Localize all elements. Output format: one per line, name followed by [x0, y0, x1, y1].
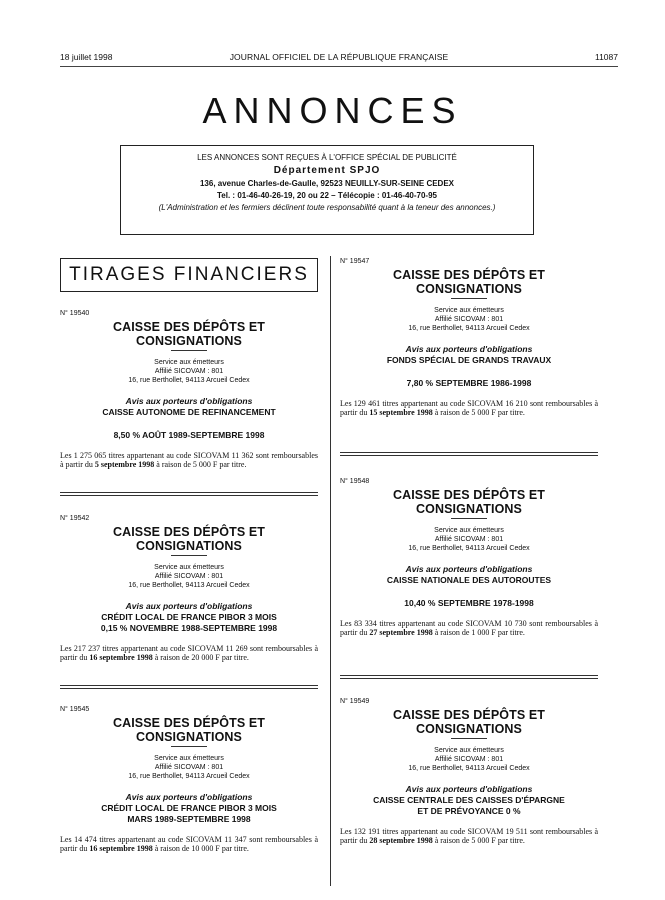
- affiliate-line: Affilié SICOVAM : 801: [154, 368, 224, 375]
- announcement-19549: [340, 698, 598, 845]
- issuer-line: CRÉDIT LOCAL DE FRANCE PIBOR 3 MOIS: [101, 803, 277, 813]
- announcement-number: N° 19545: [60, 706, 90, 713]
- affiliate-line: Affilié SICOVAM : 801: [434, 756, 504, 763]
- bond-line: 8,50 % AOÛT 1989-SEPTEMBRE 1998: [113, 430, 265, 440]
- address-line: 16, rue Berthollet, 94113 Arcueil Cedex: [408, 545, 530, 552]
- avis-line: Avis aux porteurs d'obligations: [125, 396, 253, 406]
- page-title: ANNONCES: [202, 90, 463, 131]
- avis-line: Avis aux porteurs d'obligations: [405, 564, 533, 574]
- avis-line: Avis aux porteurs d'obligations: [405, 784, 533, 794]
- header-page-number: 11087: [594, 52, 618, 62]
- small-rule: [451, 518, 487, 519]
- issuer-line: CAISSE CENTRALE DES CAISSES D'ÉPARGNE: [373, 795, 565, 805]
- header-rule: [60, 66, 618, 67]
- separator: [60, 685, 318, 689]
- announcement-org: CAISSE DES DÉPÔTS ET CONSIGNATIONS: [112, 716, 266, 744]
- affiliate-line: Affilié SICOVAM : 801: [154, 573, 224, 580]
- announcement-body: Les 1 275 065 titres appartenant au code SICOVAM 11 362 sont remboursables à partir du 5 septembre 1998 à raison de 5 000 F par titre.: [60, 451, 318, 469]
- info-phone: Tel. : 01-46-40-26-19, 20 ou 22 – Télécopie : 01-46-40-70-95: [217, 191, 437, 200]
- service-line: Service aux émetteurs: [154, 564, 224, 571]
- issuer-line-2: ET DE PRÉVOYANCE 0 %: [417, 806, 521, 816]
- info-address: 136, avenue Charles-de-Gaulle, 92523 NEUILLY-SUR-SEINE CEDEX: [199, 179, 455, 188]
- affiliate-line: Affilié SICOVAM : 801: [154, 764, 224, 771]
- address-line: 16, rue Berthollet, 94113 Arcueil Cedex: [408, 325, 530, 332]
- avis-line: Avis aux porteurs d'obligations: [405, 344, 533, 354]
- small-rule: [451, 738, 487, 739]
- bond-line: 0,15 % NOVEMBRE 1988-SEPTEMBRE 1998: [100, 623, 278, 633]
- separator: [340, 452, 598, 456]
- redemption-date: 27 septembre 1998: [369, 628, 433, 637]
- address-line: 16, rue Berthollet, 94113 Arcueil Cedex: [128, 582, 250, 589]
- page-header: [60, 52, 618, 66]
- service-line: Service aux émetteurs: [154, 359, 224, 366]
- announcement-body: Les 217 237 titres appartenant au code SICOVAM 11 269 sont remboursables à partir du 16 septembre 1998 à raison de 20 000 F par titre.: [60, 644, 318, 662]
- avis-line: Avis aux porteurs d'obligations: [125, 792, 253, 802]
- small-rule: [451, 298, 487, 299]
- service-line: Service aux émetteurs: [434, 307, 504, 314]
- redemption-date: 15 septembre 1998: [369, 408, 433, 417]
- small-rule: [171, 555, 207, 556]
- announcement-body: Les 132 191 titres appartenant au code SICOVAM 19 511 sont remboursables à partir du 28 septembre 1998 à raison de 5 000 F par titre.: [340, 827, 598, 845]
- info-box: [120, 145, 534, 235]
- announcement-19547: [340, 258, 598, 417]
- redemption-date: 5 septembre 1998: [94, 460, 155, 469]
- address-line: 16, rue Berthollet, 94113 Arcueil Cedex: [128, 377, 250, 384]
- announcement-org: CAISSE DES DÉPÔTS ET CONSIGNATIONS: [392, 488, 546, 516]
- announcement-19548: [340, 478, 598, 637]
- info-line1: LES ANNONCES SONT REÇUES À L'OFFICE SPÉCIAL DE PUBLICITÉ: [197, 153, 457, 162]
- service-line: Service aux émetteurs: [154, 755, 224, 762]
- issuer-line: CRÉDIT LOCAL DE FRANCE PIBOR 3 MOIS: [101, 612, 277, 622]
- issuer-line: FONDS SPÉCIAL DE GRANDS TRAVAUX: [386, 355, 552, 365]
- info-department: Département SPJO: [273, 165, 381, 176]
- header-journal: JOURNAL OFFICIEL DE LA RÉPUBLIQUE FRANÇAISE: [229, 52, 449, 62]
- separator: [60, 492, 318, 496]
- column-divider: [330, 256, 331, 886]
- announcement-org: CAISSE DES DÉPÔTS ET CONSIGNATIONS: [112, 320, 266, 348]
- announcement-org: CAISSE DES DÉPÔTS ET CONSIGNATIONS: [392, 268, 546, 296]
- issuer-line: CAISSE AUTONOME DE REFINANCEMENT: [102, 407, 276, 417]
- announcement-number: N° 19540: [60, 310, 90, 317]
- avis-line: Avis aux porteurs d'obligations: [125, 601, 253, 611]
- affiliate-line: Affilié SICOVAM : 801: [434, 536, 504, 543]
- service-line: Service aux émetteurs: [434, 527, 504, 534]
- section-title: TIRAGES FINANCIERS: [60, 258, 318, 292]
- small-rule: [171, 350, 207, 351]
- bond-line: 7,80 % SEPTEMBRE 1986-1998: [406, 378, 532, 388]
- announcement-19545: [60, 706, 318, 853]
- small-rule: [171, 746, 207, 747]
- address-line: 16, rue Berthollet, 94113 Arcueil Cedex: [128, 773, 250, 780]
- service-line: Service aux émetteurs: [434, 747, 504, 754]
- announcement-org: CAISSE DES DÉPÔTS ET CONSIGNATIONS: [392, 708, 546, 736]
- announcement-19540: [60, 310, 318, 469]
- announcement-body: Les 14 474 titres appartenant au code SICOVAM 11 347 sont remboursables à partir du 16 septembre 1998 à raison de 10 000 F par titre.: [60, 835, 318, 853]
- info-disclaimer: (L'Administration et les fermiers déclinent toute responsabilité quant à la teneur des annonces.): [158, 203, 496, 212]
- affiliate-line: Affilié SICOVAM : 801: [434, 316, 504, 323]
- bond-line: MARS 1989-SEPTEMBRE 1998: [127, 814, 251, 824]
- redemption-date: 28 septembre 1998: [369, 836, 433, 845]
- announcement-number: N° 19542: [60, 515, 90, 522]
- announcement-number: N° 19548: [340, 478, 370, 485]
- redemption-date: 16 septembre 1998: [89, 844, 153, 853]
- header-date: 18 juillet 1998: [60, 52, 113, 62]
- announcement-number: N° 19547: [340, 258, 370, 265]
- separator: [340, 675, 598, 679]
- bond-line: 10,40 % SEPTEMBRE 1978-1998: [404, 598, 534, 608]
- redemption-date: 16 septembre 1998: [89, 653, 153, 662]
- issuer-line: CAISSE NATIONALE DES AUTOROUTES: [386, 575, 552, 585]
- announcement-body: Les 129 461 titres appartenant au code SICOVAM 16 210 sont remboursables à partir du 15 septembre 1998 à raison de 5 000 F par titre.: [340, 399, 598, 417]
- announcement-number: N° 19549: [340, 698, 370, 705]
- announcement-body: Les 83 334 titres appartenant au code SICOVAM 10 730 sont remboursables à partir du 27 septembre 1998 à raison de 1 000 F par titre.: [340, 619, 598, 637]
- announcement-19542: [60, 515, 318, 662]
- announcement-org: CAISSE DES DÉPÔTS ET CONSIGNATIONS: [112, 525, 266, 553]
- address-line: 16, rue Berthollet, 94113 Arcueil Cedex: [408, 765, 530, 772]
